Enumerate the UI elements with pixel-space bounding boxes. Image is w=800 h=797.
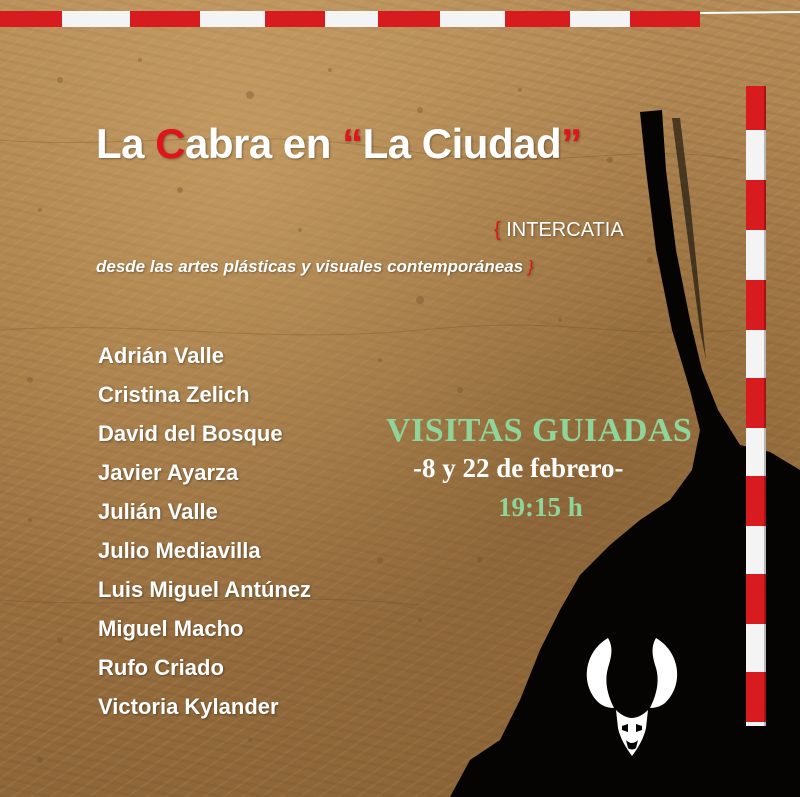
artist-name: Miguel Macho xyxy=(98,616,244,641)
artist-name: Luis Miguel Antúnez xyxy=(98,577,312,602)
visit-dates: -8 y 22 de febrero- xyxy=(413,453,624,483)
artist-name: Adrián Valle xyxy=(98,343,224,368)
visit-time: 19:15 h xyxy=(498,492,583,522)
artist-name: Rufo Criado xyxy=(98,655,224,680)
goat-head-icon xyxy=(578,632,686,764)
brace-open: { xyxy=(494,219,507,241)
tagline: desde las artes plásticas y visuales contemporáneas } xyxy=(96,257,534,276)
brace-close: } xyxy=(523,257,534,276)
artist-name: Julián Valle xyxy=(98,499,218,524)
artist-name: Cristina Zelich xyxy=(98,382,250,407)
poster-title: La Cabra en “La Ciudad” xyxy=(96,120,582,167)
artist-name: David del Bosque xyxy=(98,421,283,446)
artist-name: Javier Ayarza xyxy=(98,460,239,485)
artist-name: Julio Mediavilla xyxy=(98,538,261,563)
artist-list xyxy=(98,343,311,733)
guided-visits-heading: VISITAS GUIADAS xyxy=(386,412,693,449)
artist-name: Victoria Kylander xyxy=(98,694,279,719)
organization-label: { INTERCATIA xyxy=(494,219,624,241)
